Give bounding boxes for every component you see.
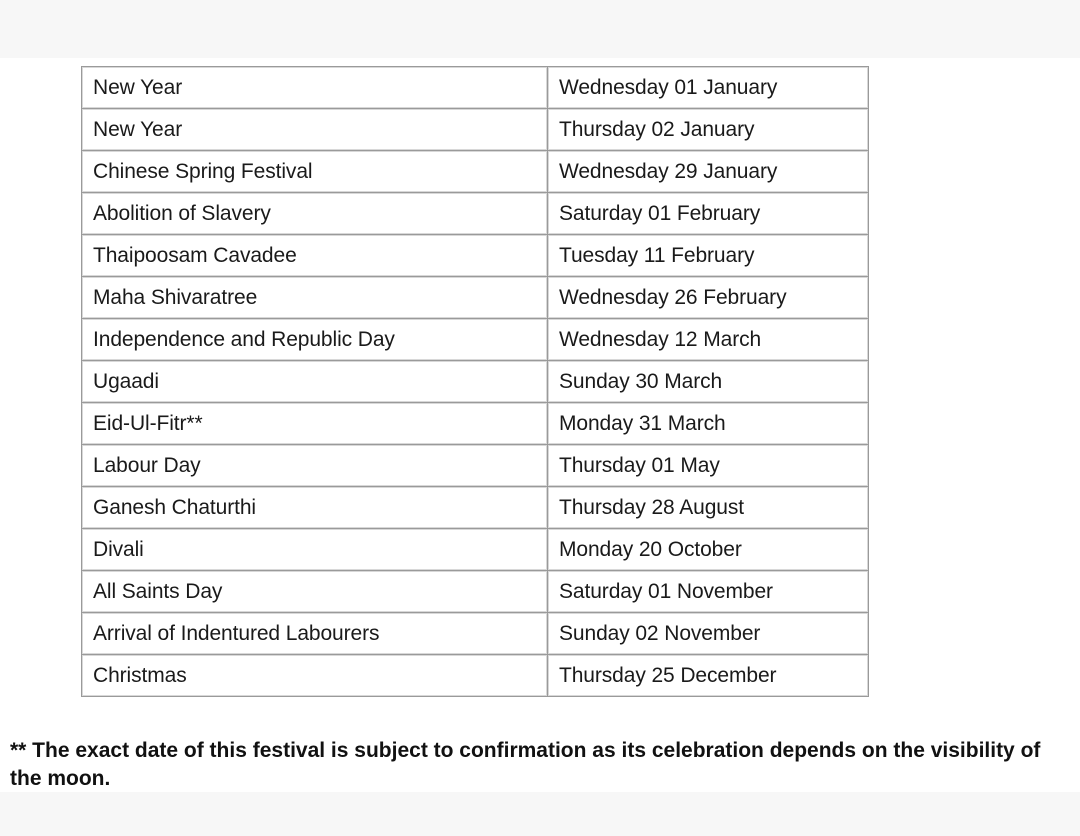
table-row bbox=[82, 487, 869, 529]
holiday-name-cell: Eid-Ul-Fitr** bbox=[82, 403, 548, 445]
holiday-date-cell: Tuesday 11 February bbox=[548, 235, 869, 277]
table-row bbox=[82, 109, 869, 151]
document-page bbox=[0, 58, 1080, 792]
holiday-name-cell: All Saints Day bbox=[82, 571, 548, 613]
holiday-date-cell: Monday 31 March bbox=[548, 403, 869, 445]
table-row bbox=[82, 571, 869, 613]
holiday-date-cell: Wednesday 26 February bbox=[548, 277, 869, 319]
table-row bbox=[82, 529, 869, 571]
table-row bbox=[82, 235, 869, 277]
holiday-name-cell: Labour Day bbox=[82, 445, 548, 487]
table-row bbox=[82, 445, 869, 487]
table-row bbox=[82, 319, 869, 361]
holiday-date-cell: Wednesday 12 March bbox=[548, 319, 869, 361]
table-row bbox=[82, 193, 869, 235]
table-row bbox=[82, 67, 869, 109]
table-row bbox=[82, 277, 869, 319]
holiday-name-cell: New Year bbox=[82, 67, 548, 109]
holiday-name-cell: Divali bbox=[82, 529, 548, 571]
holiday-date-cell: Wednesday 29 January bbox=[548, 151, 869, 193]
holiday-date-cell: Saturday 01 November bbox=[548, 571, 869, 613]
holidays-table-body bbox=[82, 67, 869, 697]
holiday-date-cell: Thursday 02 January bbox=[548, 109, 869, 151]
table-row bbox=[82, 361, 869, 403]
holiday-date-cell: Saturday 01 February bbox=[548, 193, 869, 235]
table-row bbox=[82, 151, 869, 193]
table-row bbox=[82, 403, 869, 445]
holiday-name-cell: Chinese Spring Festival bbox=[82, 151, 548, 193]
holiday-date-cell: Monday 20 October bbox=[548, 529, 869, 571]
table-row bbox=[82, 613, 869, 655]
holiday-date-cell: Thursday 25 December bbox=[548, 655, 869, 697]
holidays-table bbox=[81, 66, 869, 697]
holiday-name-cell: Abolition of Slavery bbox=[82, 193, 548, 235]
holiday-name-cell: Independence and Republic Day bbox=[82, 319, 548, 361]
footnote: ** The exact date of this festival is subject to confirmation as its celebration depends on the visibility of the moon. bbox=[10, 739, 1041, 790]
holiday-date-cell: Sunday 30 March bbox=[548, 361, 869, 403]
holiday-name-cell: Christmas bbox=[82, 655, 548, 697]
holiday-date-cell: Sunday 02 November bbox=[548, 613, 869, 655]
table-row bbox=[82, 655, 869, 697]
holiday-date-cell: Thursday 01 May bbox=[548, 445, 869, 487]
holiday-name-cell: New Year bbox=[82, 109, 548, 151]
holiday-name-cell: Arrival of Indentured Labourers bbox=[82, 613, 548, 655]
holiday-name-cell: Thaipoosam Cavadee bbox=[82, 235, 548, 277]
holiday-name-cell: Ganesh Chaturthi bbox=[82, 487, 548, 529]
holiday-date-cell: Thursday 28 August bbox=[548, 487, 869, 529]
holiday-name-cell: Maha Shivaratree bbox=[82, 277, 548, 319]
holiday-name-cell: Ugaadi bbox=[82, 361, 548, 403]
holiday-date-cell: Wednesday 01 January bbox=[548, 67, 869, 109]
